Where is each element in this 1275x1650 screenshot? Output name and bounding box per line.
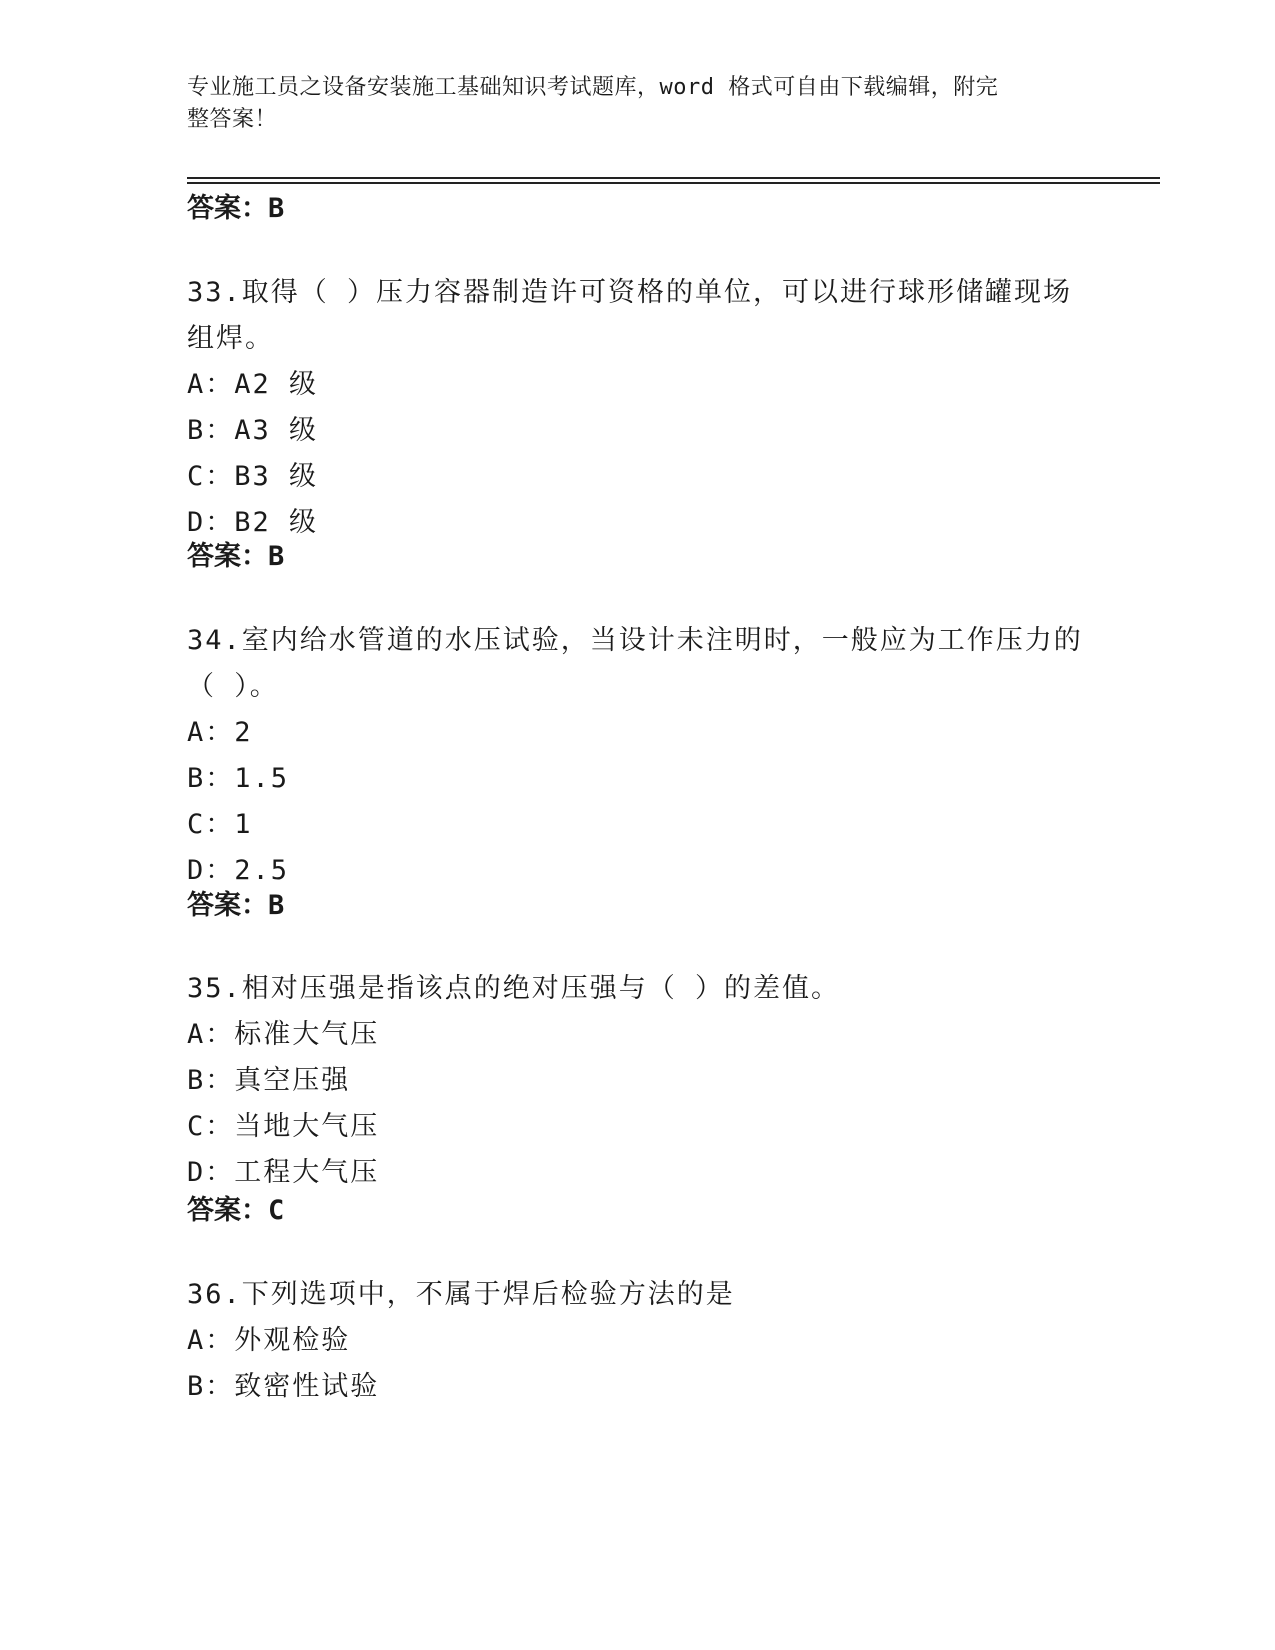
option-d: D：工程大气压 xyxy=(187,1157,380,1188)
header-line-2: 整答案！ xyxy=(187,107,278,132)
option-b: B：A3 级 xyxy=(187,415,319,446)
option-a: A：标准大气压 xyxy=(187,1019,380,1050)
question-stem: 35.相对压强是指该点的绝对压强与（ ）的差值。 xyxy=(187,973,841,1004)
answer-33: 答案：B xyxy=(187,541,285,572)
question-stem: 33.取得（ ）压力容器制造许可资格的单位，可以进行球形储罐现场 xyxy=(187,277,1073,308)
question-stem: 36.下列选项中，不属于焊后检验方法的是 xyxy=(187,1279,735,1310)
question-stem: 34.室内给水管道的水压试验，当设计未注明时，一般应为工作压力的 xyxy=(187,625,1083,656)
option-a: A：2 xyxy=(187,717,253,748)
option-d: D：2.5 xyxy=(187,855,290,886)
header-line-1: 专业施工员之设备安装施工基础知识考试题库，word 格式可自由下载编辑，附完 xyxy=(187,75,999,100)
option-c: C：当地大气压 xyxy=(187,1111,380,1142)
question-33 xyxy=(187,270,1087,546)
document-header xyxy=(187,72,1067,136)
option-a: A：外观检验 xyxy=(187,1325,351,1356)
option-d: D：B2 级 xyxy=(187,507,319,538)
answer-34: 答案：B xyxy=(187,890,285,921)
option-b: B：1.5 xyxy=(187,763,290,794)
option-c: C：B3 级 xyxy=(187,461,319,492)
option-c: C：1 xyxy=(187,809,253,840)
question-stem-continued: 组焊。 xyxy=(187,323,274,354)
option-b: B：真空压强 xyxy=(187,1065,351,1096)
question-36 xyxy=(187,1272,1087,1410)
answer-35: 答案：C xyxy=(187,1195,285,1226)
option-a: A：A2 级 xyxy=(187,369,319,400)
question-35 xyxy=(187,966,1087,1196)
question-34 xyxy=(187,618,1087,894)
header-rule-bottom xyxy=(187,182,1160,184)
option-b: B：致密性试验 xyxy=(187,1371,380,1402)
header-rule-top xyxy=(187,177,1160,179)
previous-answer: 答案：B xyxy=(187,193,285,224)
question-stem-continued: （ ）。 xyxy=(187,671,279,702)
